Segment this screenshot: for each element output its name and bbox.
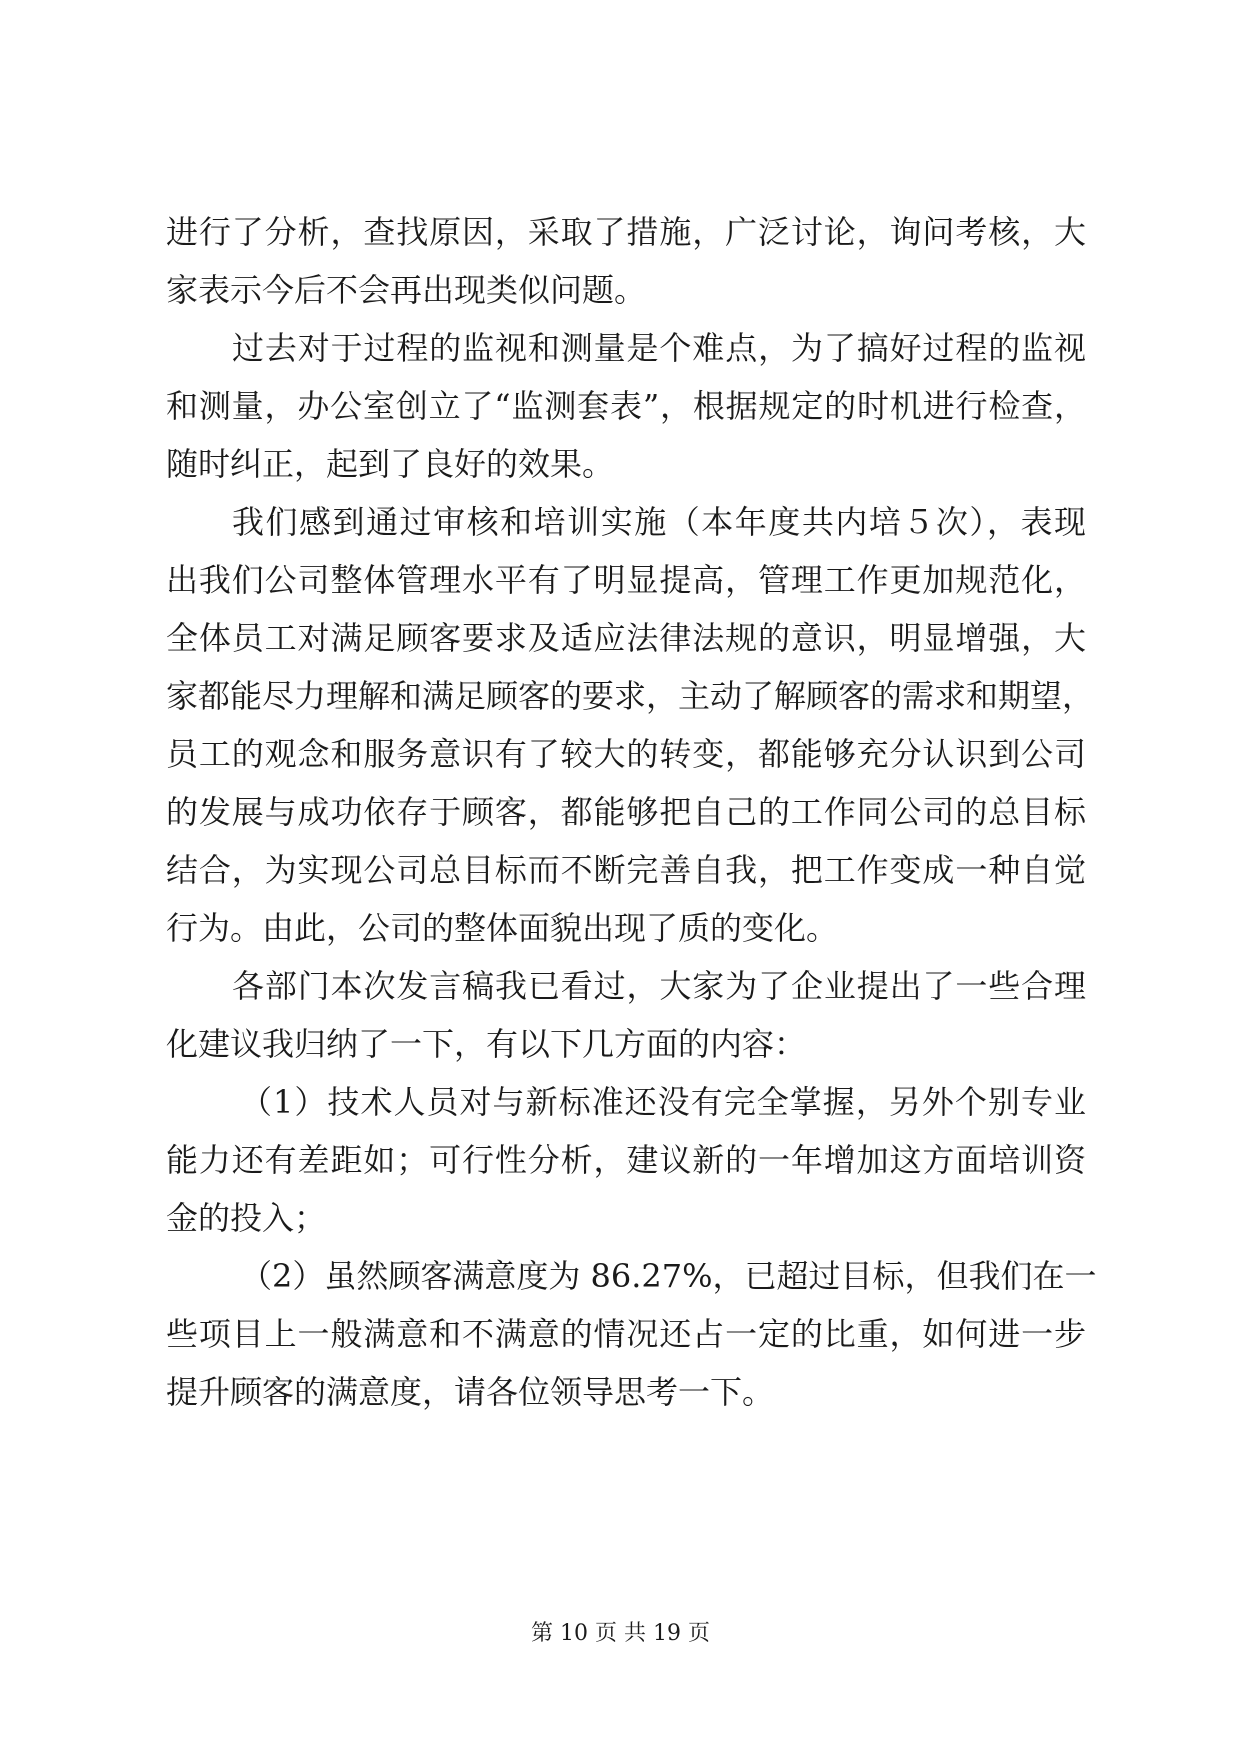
paragraph-line: 和测量，办公室创立了“监测套表”，根据规定的时机进行检查， bbox=[166, 387, 1086, 425]
paragraph-line: 出我们公司整体管理水平有了明显提高，管理工作更加规范化， bbox=[166, 561, 1086, 599]
paragraph-line: 各部门本次发言稿我已看过，大家为了企业提出了一些合理 bbox=[232, 967, 1086, 1005]
list-item-line: 能力还有差距如；可行性分析，建议新的一年增加这方面培训资 bbox=[166, 1141, 1086, 1179]
paragraph-line: 家表示今后不会再出现类似问题。 bbox=[166, 271, 647, 309]
paragraph-line: 的发展与成功依存于顾客，都能够把自己的工作同公司的总目标 bbox=[166, 793, 1086, 831]
list-item-line: （2）虽然顾客满意度为 86.27%，已超过目标，但我们在一 bbox=[240, 1257, 1097, 1295]
paragraph-line: 员工的观念和服务意识有了较大的转变，都能够充分认识到公司 bbox=[166, 735, 1086, 773]
list-item-line: 些项目上一般满意和不满意的情况还占一定的比重，如何进一步 bbox=[166, 1315, 1086, 1353]
paragraph-line: 行为。由此，公司的整体面貌出现了质的变化。 bbox=[166, 909, 839, 947]
paragraph-line: 进行了分析，查找原因，采取了措施，广泛讨论，询问考核，大 bbox=[166, 213, 1086, 251]
list-item-line: 金的投入； bbox=[166, 1199, 327, 1237]
paragraph-line: 我们感到通过审核和培训实施（本年度共内培５次），表现 bbox=[232, 503, 1086, 541]
list-item-line: （1）技术人员对与新标准还没有完全掌握，另外个别专业 bbox=[240, 1083, 1086, 1121]
paragraph-line: 过去对于过程的监视和测量是个难点，为了搞好过程的监视 bbox=[232, 329, 1086, 367]
page-number-footer: 第 10 页 共 19 页 bbox=[531, 1621, 710, 1646]
list-item-line: 提升顾客的满意度，请各位领导思考一下。 bbox=[166, 1373, 775, 1411]
paragraph-line: 家都能尽力理解和满足顾客的要求，主动了解顾客的需求和期望， bbox=[166, 677, 1095, 715]
paragraph-line: 全体员工对满足顾客要求及适应法律法规的意识，明显增强，大 bbox=[166, 619, 1086, 657]
paragraph-line: 结合，为实现公司总目标而不断完善自我，把工作变成一种自觉 bbox=[166, 851, 1086, 889]
paragraph-line: 随时纠正，起到了良好的效果。 bbox=[166, 445, 615, 483]
paragraph-line: 化建议我归纳了一下，有以下几方面的内容： bbox=[166, 1025, 807, 1063]
